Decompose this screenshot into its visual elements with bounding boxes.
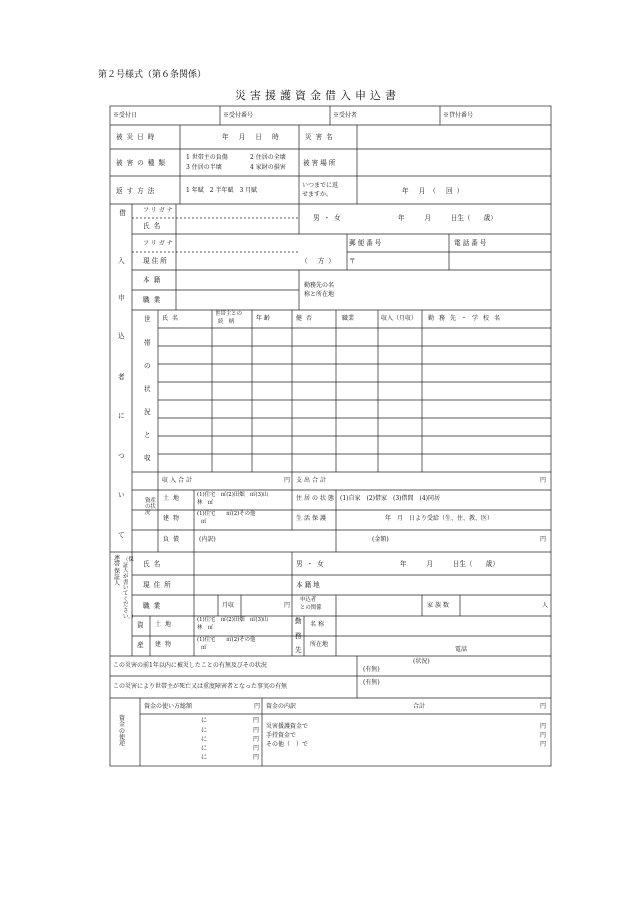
household-char-1: 世 — [144, 315, 151, 323]
received-date-label: ※受付日 — [113, 112, 138, 119]
occupation-label: 職業 — [143, 296, 165, 304]
gender-label: 男・女 — [313, 214, 345, 222]
birthdate-format: 年 月 日生（ 歳） — [398, 214, 497, 222]
phone-label: 電話番号 — [454, 239, 489, 247]
disaster-date-format: 年 月 日 時 — [222, 133, 283, 141]
col-workplace: 勤務先・学校名 — [428, 315, 506, 322]
receiver-label: ※受付者 — [333, 112, 358, 119]
applicant-char-4: 込 — [118, 332, 125, 340]
welfare-label: 生活保護 — [296, 515, 329, 522]
col-name: 氏名 — [162, 315, 183, 322]
fund-usage-vertical: 資金の使途 — [119, 715, 126, 748]
repayment-options: 1 年賦 2 半年賦 3 月賦 — [186, 187, 258, 194]
death-yesno: (有無) — [363, 679, 380, 686]
g-assets-char-2: 産 — [137, 641, 144, 649]
death-disability-label: この災害により世帯主が死亡又は重度障害者となった事実の有無 — [113, 683, 288, 690]
debt-breakdown: (内訳) — [199, 536, 216, 543]
housing-options: (1)自家 (2)借家 (3)借間 (4)同居 — [340, 495, 440, 502]
use-yen-5: 円 — [253, 754, 260, 761]
guarantor-note: （保証人が書いてください。） — [123, 557, 137, 620]
area-code-label: （ 方） — [301, 257, 339, 265]
yen-unit-1: 円 — [284, 477, 291, 484]
fund-breakdown-label: 資金の内訳 — [266, 703, 297, 710]
yen-unit-5: 円 — [254, 703, 261, 710]
household-char-6: と — [144, 431, 151, 439]
form-number: 第２号様式（第６条関係） — [98, 70, 207, 80]
debt-amount: (金額) — [372, 536, 389, 543]
prior-status: (状況) — [413, 658, 430, 665]
registered-domicile-label: 本籍 — [143, 276, 165, 284]
disaster-date-label: 被災日時 — [116, 133, 159, 141]
form-title: 災害援護資金借入申込書 — [235, 89, 400, 102]
g-work-char-1: 勤 — [295, 617, 302, 625]
use-ni-5: に — [201, 754, 208, 761]
repay-by-line2: せますか。 — [302, 191, 333, 198]
fund-usage-total-label: 資金の使い方総額 — [144, 703, 193, 710]
household-char-4: 状 — [144, 385, 151, 393]
applicant-char-8: い — [118, 491, 125, 499]
use-ni-3: に — [201, 736, 208, 743]
applicant-char-7: つ — [118, 452, 125, 460]
g-name-label: 氏名 — [143, 560, 165, 568]
use-ni-4: に — [201, 745, 208, 752]
g-land-label: 土地 — [155, 621, 176, 628]
g-phone-label: 電話 — [455, 646, 468, 653]
g-domicile-label: 本籍地 — [296, 581, 322, 589]
repayment-method-label: 返す方法 — [116, 187, 159, 195]
applicant-char-6: に — [118, 412, 125, 420]
g-relation-2: との関係 — [300, 605, 322, 611]
g-land-options-2: 林 ㎡ — [197, 625, 214, 631]
use-ni-1: に — [201, 717, 208, 724]
applicant-char-1: 借 — [119, 209, 126, 217]
postal-code-label: 郵便番号 — [349, 239, 384, 247]
use-yen-2: 円 — [253, 727, 260, 734]
expense-total-label: 支出合計 — [296, 477, 329, 484]
source-2: 手持資金で — [266, 732, 297, 739]
receipt-number-label: ※受付番号 — [223, 112, 254, 119]
damage-option-2: 2 住居の全壊 — [250, 154, 286, 161]
workplace-label-2: 称と所在地 — [304, 291, 335, 298]
g-gender-label: 男・女 — [296, 560, 328, 568]
g-relation-1: 申込者 — [300, 597, 317, 603]
repay-date-format: 年 月（ 回） — [402, 187, 468, 195]
furigana-label-2: フリガナ — [143, 240, 175, 247]
damage-type-label: 被害の種類 — [116, 159, 169, 167]
assets-label: 資産の状況 — [145, 498, 156, 516]
name-label: 氏名 — [143, 222, 165, 230]
fund-total-label: 合計 — [413, 703, 426, 710]
welfare-format: 年 月 日より受給（生、住、教、医） — [385, 515, 494, 522]
prior-disaster-label: この災害の前1年以内に被災したことの有無及びその状況 — [113, 662, 267, 669]
col-occupation: 職業 — [342, 315, 355, 322]
g-address-label: 現住所 — [143, 581, 175, 589]
loan-number-label: ※貸付番号 — [443, 112, 474, 119]
g-family-label: 家族数 — [427, 602, 452, 609]
use-yen-1: 円 — [253, 717, 260, 724]
building-options-1: (1)住宅 ㎡(2)その他 — [197, 511, 256, 517]
applicant-char-9: て — [118, 531, 125, 539]
yen-unit-3: 円 — [540, 536, 547, 543]
g-land-options-1: (1)住宅 ㎡(2)田畑 ㎡(3)山 — [197, 617, 269, 623]
damage-location-label: 被害場所 — [303, 159, 338, 167]
applicant-char-3: 申 — [118, 294, 125, 302]
col-health: 健否 — [296, 315, 317, 322]
damage-option-4: 4 家財の損害 — [250, 164, 286, 171]
disaster-name-label: 災害名 — [305, 133, 337, 141]
col-age: 年齢 — [256, 315, 273, 322]
g-building-label: 建物 — [155, 641, 176, 648]
building-label: 建物 — [163, 515, 184, 522]
source-1: 災害援護資金で — [266, 723, 309, 730]
household-char-3: の — [144, 362, 151, 370]
use-yen-3: 円 — [253, 736, 260, 743]
yen-unit-6: 円 — [540, 703, 547, 710]
housing-status-label: 住居の状態 — [296, 495, 337, 502]
land-label: 土地 — [163, 495, 184, 502]
damage-option-1: 1 世帯主の負傷 — [186, 154, 228, 161]
address-label: 現住所 — [143, 257, 169, 265]
applicant-char-5: 者 — [118, 373, 125, 381]
use-ni-2: に — [201, 727, 208, 734]
household-char-7: 収 — [144, 454, 151, 462]
applicant-char-2: 入 — [118, 257, 125, 265]
g-occupation-label: 職業 — [143, 602, 165, 610]
damage-option-3: 3 住居の半壊 — [186, 164, 222, 171]
person-unit: 人 — [542, 602, 549, 609]
workplace-label-1: 勤務先の名 — [304, 282, 335, 289]
household-char-2: 帯 — [144, 339, 151, 347]
prior-yesno: (有無) — [363, 666, 380, 673]
g-work-name-label: 名称 — [310, 621, 327, 628]
applicant-vertical-label — [118, 210, 127, 217]
guarantor-label: 連帯保証人 — [114, 555, 121, 588]
col-relation-1: 世帯主との — [215, 311, 242, 317]
household-char-5: 況 — [144, 408, 151, 416]
source-3: その他（ ）で — [266, 741, 309, 748]
source-yen-1: 円 — [540, 723, 547, 730]
debt-label: 負債 — [163, 536, 184, 543]
g-birthdate-format: 年 月 日生（ 歳） — [400, 560, 499, 568]
source-yen-3: 円 — [540, 741, 547, 748]
g-income-label: 月収 — [222, 602, 235, 609]
g-work-char-2: 務 — [295, 632, 302, 640]
use-yen-4: 円 — [253, 745, 260, 752]
repay-by-line1: いつまでに返 — [302, 182, 339, 189]
source-yen-2: 円 — [540, 732, 547, 739]
g-work-location-label: 所在地 — [310, 641, 329, 648]
g-work-char-3: 先 — [295, 646, 302, 654]
land-options-1: (1)住宅 ㎡(2)田畑 ㎡(3)山 — [197, 492, 269, 498]
g-building-options-2: ㎡ — [201, 645, 207, 651]
yen-unit-2: 円 — [540, 477, 547, 484]
income-total-label: 収入合計 — [162, 477, 195, 484]
land-options-2: 林 ㎡ — [197, 500, 214, 506]
building-options-2: ㎡ — [201, 519, 207, 525]
yen-unit-4: 円 — [284, 602, 291, 609]
g-assets-char-1: 資 — [137, 621, 144, 629]
g-building-options-1: (1)住宅 ㎡(2)その他 — [197, 637, 256, 643]
postal-mark: 〒 — [349, 257, 356, 265]
furigana-label: フリガナ — [143, 207, 175, 214]
col-income: 収入（月収） — [381, 315, 418, 322]
col-relation-2: 続 柄 — [218, 319, 235, 325]
